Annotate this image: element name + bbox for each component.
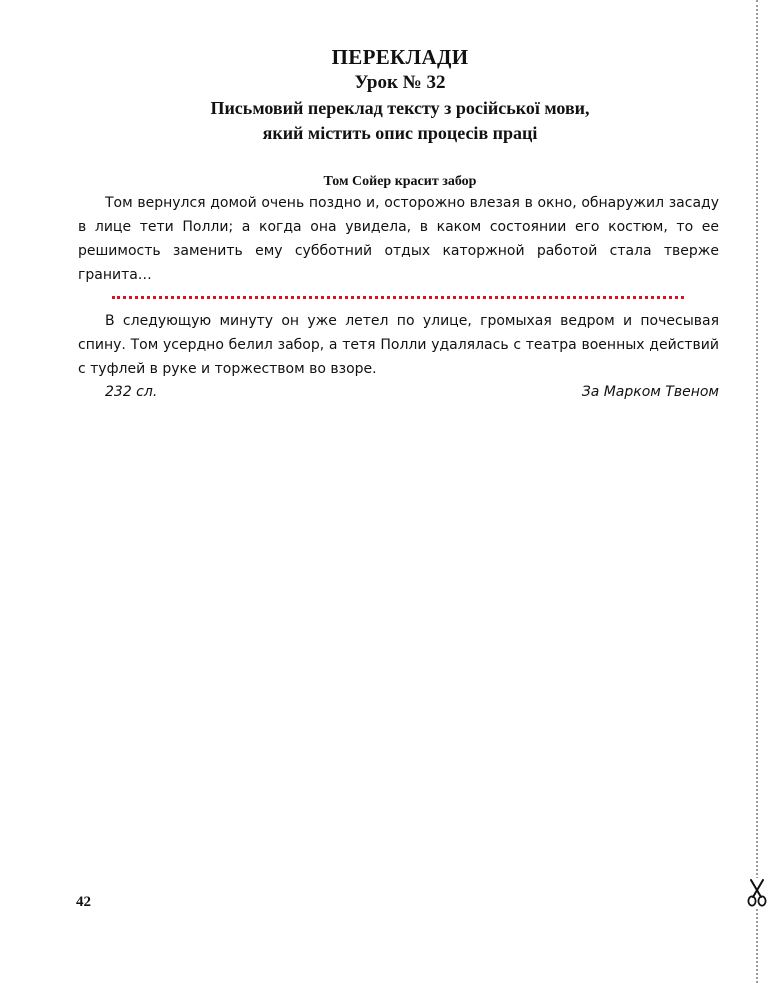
lesson-number: Урок № 32: [354, 72, 446, 93]
lesson-topic-line-2: який містить опис процесів праці: [262, 123, 538, 143]
text-footer: [78, 380, 719, 404]
text-title: Том Сойер красит забор: [323, 174, 477, 189]
cut-line: [756, 0, 758, 983]
scissors-icon: [746, 878, 768, 908]
section-title: ПЕРЕКЛАДИ: [331, 45, 469, 69]
dotted-separator: [112, 296, 684, 299]
paragraph-1: Том вернулся домой очень поздно и, осторожно влезая в окно, обнаружил засаду в лице тети Полли; а когда она увидела, в каком состоянии его костюм, то ее решимость заменить ему субботний отдых каторжной работой стала тверже гранита…: [78, 195, 719, 283]
word-count: 232 сл.: [105, 384, 158, 400]
attribution: За Марком Твеном: [581, 384, 719, 400]
page-header: [80, 44, 720, 146]
paragraph-2: В следующую минуту он уже летел по улице, громыхая ведром и почесывая спину. Том усердно белил забор, а тетя Полли удалялась с театра военных действий с туфлей в руке и торжеством во взоре.: [78, 313, 719, 377]
page-number: 42: [76, 894, 91, 910]
lesson-topic-line-1: Письмовий переклад тексту з російської мови,: [210, 98, 590, 118]
